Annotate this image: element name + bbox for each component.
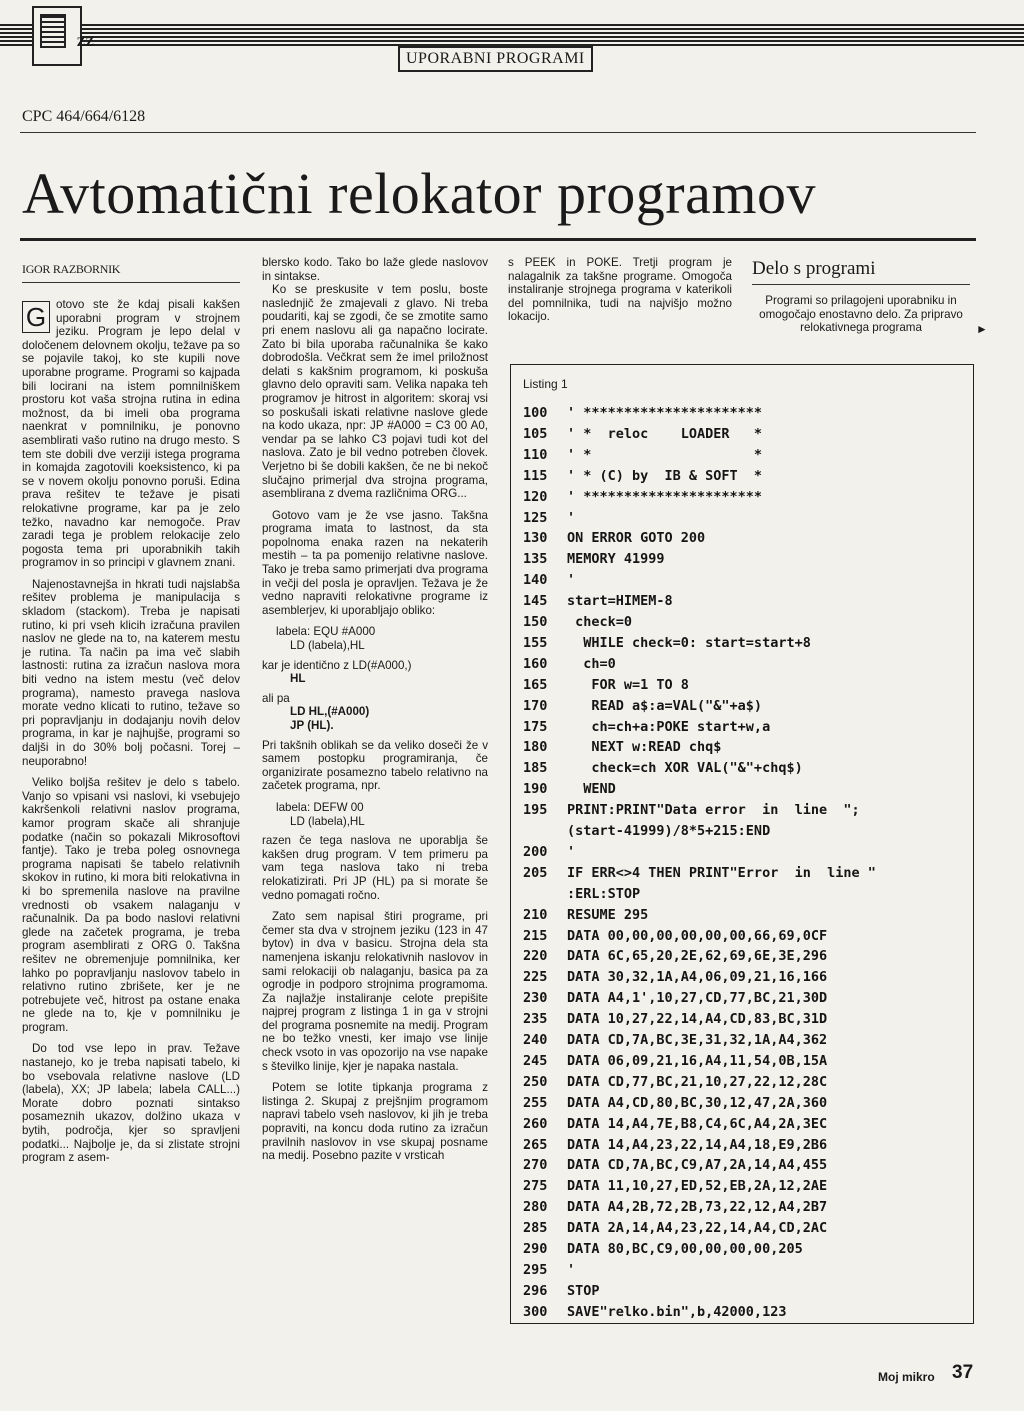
listing-line-number: 170 [523,697,548,714]
listing-line [523,405,762,421]
listing-line-number: 220 [523,948,548,965]
paragraph: s PEEK in POKE. Tretji program je nalagalnik za takšne programe. Omogoča instaliranje strojnega programa v katerikoli del pomnilnika, tudi na najvišjo možno lokacijo. [508,256,732,324]
listing-line-code: ' ********************** [567,405,763,421]
listing-line [523,530,705,546]
title-rule [20,238,976,241]
listing-line-number: 295 [523,1261,548,1278]
listing-line [523,907,648,923]
listing-line [523,426,762,442]
listing-line [523,844,575,860]
listing-line [523,739,721,755]
listing-line-number: 255 [523,1094,548,1111]
listing-line-number: 160 [523,655,548,672]
paragraph: Ko se preskusite v tem poslu, boste naslednjič že zmajevali z glavo. Ni treba poudariti, kaj se zgodi, če se zmotite samo pri enem naslovu ali ga napačno locirate. Zato bi bila uporaba računalnika še kako dobrodošla. Večkrat sem že imel priložnost delati s kakšnim programom, ki poskuša glavno delo opraviti sam. Velika napaka teh programov je hitrost in algoritem: skoraj vsi so poskušali iskati relativne naslove glede na kodo ukaza, npr: JP #A000 = C3 00 A0, vendar pa se lahko C3 pojavi tudi kot del naslova. Zato je bil vedno potreben človek. Verjetno bi še dobili kakšen, če ne bi nekoč slučajno primerjal dva strojna programa, asemblirana z dvema različnima ORG... [262,283,488,501]
column-2 [262,256,488,1171]
sidebar-rule [752,284,970,285]
listing-line-number: 165 [523,676,548,693]
listing-line-number: 245 [523,1052,548,1069]
listing-line [523,1283,600,1299]
listing-line-number: 300 [523,1303,548,1320]
listing-line-code: DATA A4,CD,80,BC,30,12,47,2A,360 [567,1094,828,1111]
listing-line-code: DATA A4,1',10,27,CD,77,BC,21,30D [567,990,828,1007]
listing-line [523,1157,827,1173]
listing-line-code: ' [567,572,576,589]
listing-line-code: WEND [567,781,616,798]
listing-line-code: NEXT w:READ chq$ [567,739,722,756]
listing-line-number: 155 [523,634,548,651]
paragraph: Zato sem napisal štiri programe, pri čemer sta dva v strojnem jeziku (123 in 47 bytov) in dva v basicu. Strojna dela sta namenjena iskanju relokativnih naslovov in sami relokaciji ob nalaganju, basica pa za ogrodje in podporo strojnima programoma. Za najlažje instaliranje celote prepišite najprej program z listinga 1 in ga v strojni del programa posnemite na medij. Program ne bo težko vnesti, ker imajo vse linije check vsoto in vas opozorijo na vse napake s številko linije, kjer je napaka nastala. [262,910,488,1073]
listing-line-number: 185 [523,760,548,777]
column-1 [22,298,240,1173]
listing-line-code: DATA 6C,65,20,2E,62,69,6E,3E,296 [567,948,828,965]
paragraph: blersko kodo. Tako bo laže glede naslovov in sintakse. [262,256,488,283]
listing-line-number: 205 [523,864,548,881]
code-snippet: LD HL,(#A000) JP (HL). [290,705,370,732]
listing-line-number: 145 [523,593,548,610]
listing-line [523,1262,575,1278]
listing-line-number: 280 [523,1199,548,1216]
listing-line [523,489,762,505]
listing-line-code: DATA CD,7A,BC,C9,A7,2A,14,A4,455 [567,1157,828,1174]
listing-line [523,1074,827,1090]
listing-line-code: ON ERROR GOTO 200 [567,530,706,547]
paragraph: Gotovo vam je že vse jasno. Takšna programa imata to lastnost, da sta popolnoma enaka razen na nekaterih mestih – ta pa pomenijo relativne naslove. Tako je treba samo primerjati dva programa in večji del posla je opravljen. Težava je že vedno napraviti relokativne programe iz asemblerjev, ki uporabljajo obliko: [262,508,488,617]
listing-line [523,886,640,902]
listing-line [523,1178,827,1194]
listing-line [523,468,762,484]
listing-line-code: DATA 11,10,27,ED,52,EB,2A,12,2AE [567,1178,828,1195]
listing-line-code: PRINT:PRINT"Data error in line "; [567,802,860,819]
listing-line-code: DATA CD,7A,BC,3E,31,32,1A,A4,362 [567,1032,828,1048]
listing-line-code: WHILE check=0: start=start+8 [567,634,811,651]
author-name: IGOR RAZBORNIK [22,262,121,276]
inline-text: kar je identično z LD(#A000,) [262,658,412,672]
listing-line [523,1199,827,1215]
listing-line-number: 175 [523,718,548,735]
paragraph: razen če tega naslova ne uporablja še kakšen drug program. V tem primeru pa vam tega naslova tako ni treba relokatizirati. Pri JP (HL) pa si morate še vedno pomagati ročno. [262,834,488,902]
listing-line-number: 190 [523,781,548,798]
listing-line-code: RESUME 295 [567,906,649,923]
drop-cap: G [22,301,50,333]
listing-line-number: 100 [523,405,548,421]
listing-line-code: DATA 00,00,00,00,00,00,66,69,0CF [567,927,828,944]
listing-line-code: check=0 [567,614,633,630]
code-snippet: labela: EQU #A000 LD (labela),HL [276,625,376,653]
listing-line-number: 105 [523,425,548,442]
header-stripe [0,24,1024,48]
listing-line-number: 195 [523,802,548,819]
listing-line-code: start=HIMEM-8 [567,593,673,610]
continue-arrow-icon: ► [976,322,988,336]
listing-line [523,572,575,588]
listing-line-number: 125 [523,509,548,526]
article-title: Avtomatični relokator programov [22,161,816,226]
listing-line-code: READ a$:a=VAL("&"+a$) [567,697,763,714]
listing-line [523,990,827,1006]
listing-line-code: ' * (C) by IB & SOFT * [567,467,763,484]
listing-line-number: 115 [523,467,548,484]
listing-line-code: :ERL:STOP [567,885,641,902]
listing-line [523,760,803,776]
listing-line-number: 270 [523,1157,548,1174]
listing-line-code: ' * reloc LOADER * [567,425,763,442]
listing-line [523,614,632,630]
listing-line [523,1304,786,1320]
inline-text: ali pa [262,691,290,705]
listing-line [523,1053,827,1069]
listing-line-number: 135 [523,551,548,568]
listing-line [523,719,770,735]
code-snippet: HL [290,672,306,686]
listing-line [523,1241,803,1257]
listing-line-code: DATA 14,A4,23,22,14,A4,18,E9,2B6 [567,1136,828,1153]
column-3 [508,256,732,332]
listing-line [523,635,811,651]
listing-line-number: 150 [523,614,548,630]
listing-line [523,447,762,463]
intro-paragraph: G otovo ste že kdaj pisali kakšen uporabni program v strojnem jeziku. Program je lepo delal v določenem delovnem okolju, težave pa so se pojavile takoj, ko ste kupili nove uporabne programe. Programi so kajpada bili locirani na istem pomnilniškem prostoru kot vaša strojna rutina in edina možnost, da bi imeli oba programa naenkrat v pomnilniku, je ponovno asemblirati vašo rutino na drugo mesto. S tem ste dobili dve verziji istega programa in komajda zagotovili koeksistenco, ki pa se v novem okolju ponovno poruši. Edina prava rešitev te težave je pisati relokativne programe, kar pa je zelo težko, navadno kar nemogoče. Prav zaradi tega je problem relokacije zelo pogosta tema pri uporabnikih takih programov in so principi v glavnem znani. [22,298,240,570]
listing-line-code: DATA 14,A4,7E,B8,C4,6C,A4,2A,3EC [567,1115,828,1132]
listing-line-code: FOR w=1 TO 8 [567,676,689,693]
listing-line-code: MEMORY 41999 [567,551,665,568]
listing-line-number: 230 [523,990,548,1007]
listing-line [523,781,616,797]
paragraph: Pri takšnih oblikah se da veliko doseči že v samem postopku programiranja, če organizirate posamezno tabelo relativno na začetek programa, npr. [262,738,488,793]
listing-line-code: DATA 06,09,21,16,A4,11,54,0B,15A [567,1052,828,1069]
listing-line [523,1220,827,1236]
listing-line [523,677,689,693]
listing-line [523,1095,827,1111]
listing-line-code: SAVE"relko.bin",b,42000,123 [567,1303,787,1320]
paragraph: Veliko boljša rešitev je delo s tabelo. Vanjo so vpisani vsi naslovi, ki vsebujejo kakršenkoli relativni naslov programa, kamor program skače ali shranjuje podatke (način so pokazali Mikrosoftovi fantje). Tako je treba poleg osnovnega programa napisati še tabelo relativnih skokov in rutino, ki mora biti relokativna in ki bo spremenila naslove na pravilne vrednosti ob vsakem nalaganju v računalnik. Da pa bodo naslovi relativni glede na začetek programa, je treba program asemblirati z ORG 0. Takšna rešitev ne obremenjuje pomnilnika, ker lahko po popravljanju naslovov tabelo in relativno rutino zbrišete, ker je ne potrebujete več, hitrost pa ostane enaka ne glede na to, kje v pomnilniku je program. [22,776,240,1034]
listing-line-code: (start-41999)/8*5+215:END [567,823,771,839]
listing-label: Listing 1 [523,377,568,391]
listing-line [523,1137,827,1153]
machine-label: CPC 464/664/6128 [22,108,146,125]
section-label: UPORABNI PROGRAMI [398,46,593,72]
listing-line-number: 296 [523,1282,548,1299]
listing-line-code: DATA 2A,14,A4,23,22,14,A4,CD,2AC [567,1220,828,1237]
listing-line-code: ' * * [567,446,763,463]
listing-line [523,1032,827,1048]
listing-line-number: 140 [523,572,548,589]
listing-line-code: check=ch XOR VAL("&"+chq$) [567,760,803,777]
listing-line [523,656,616,672]
listing-line-number: 210 [523,906,548,923]
listing-line-code: ' [567,1261,576,1278]
listing-line [523,948,827,964]
listing-line-code: ' ********************** [567,488,763,505]
listing-line [523,865,876,881]
listing-line [523,551,665,567]
listing-line-number: 180 [523,739,548,756]
listing-line-code: ch=0 [567,655,616,672]
paragraph: Do tod vse lepo in prav. Težave nastanejo, ko je treba napisati tabelo, ki bo vsebovala relativne naslove (LD (labela), XX; JP labela; labela CALL...) Morate dobro poznati sintakso posameznih ukazov, dolžino ukaza v bytih, področja, kjer so spravljeni podatki... Najbolje je, da si zlistate strojni program z asem- [22,1042,240,1165]
listing-line-code: DATA 30,32,1A,A4,06,09,21,16,166 [567,969,828,986]
sidebar-title: Delo s programi [752,258,876,279]
paragraph: Najenostavnejša in hkrati tudi najslabša rešitev problema je manipulacija s skladom (stackom). Treba je napisati rutino, ki pri vseh klicih izračuna pravilen naslov ne glede na to, na katerem mestu je rutina. Ta način pa ima več slabih lastnosti: rutina za izračun naslova mora biti vedno na istem mestu (več delov programa), namesto pravega naslova morate vedno klicati to rutino, težave so pri popravljanju in dodajanju novih delov programa, in kar je najhujše, programi so daljši in do 30% bolj počasni. Torej – neuporabno! [22,577,240,768]
listing-line-number: 250 [523,1073,548,1090]
listing-line [523,1011,827,1027]
listing-line-number: 260 [523,1115,548,1132]
sidebar-text: Programi so prilagojeni uporabniku in omogočajo enostavno delo. Za pripravo relokativnega programa [759,294,963,335]
listing-line [523,593,673,609]
listing-line-number: 265 [523,1136,548,1153]
listing-line-code: DATA 10,27,22,14,A4,CD,83,BC,31D [567,1011,828,1028]
header-rule [20,132,976,133]
listing-line-number: 200 [523,843,548,860]
listing-line-code: DATA CD,77,BC,21,10,27,22,12,28C [567,1073,828,1090]
listing-line [523,510,575,526]
listing-line-number: 130 [523,530,548,547]
listing-line-number: 235 [523,1011,548,1028]
listing-line-code: DATA A4,2B,72,2B,73,22,12,A4,2B7 [567,1199,828,1216]
listing-box [510,364,974,1324]
listing-line-code: ' [567,843,576,860]
listing-line-code: DATA 80,BC,C9,00,00,00,00,205 [567,1241,803,1257]
listing-line-code: ' [567,509,576,526]
listing-line-code: IF ERR<>4 THEN PRINT"Error in line " [567,864,876,881]
footer-brand: Moj mikro [878,1370,935,1384]
paragraph: Potem se lotite tipkanja programa z listinga 2. Skupaj z prejšnjim programom napravi tabelo vseh naslovov, ki jih je treba popraviti, na koncu doda rutino za izračun pravilnih naslovov in vse skupaj posname na medij. Posebno pazite v vrsticah [262,1081,488,1163]
listing-line-code: STOP [567,1282,600,1299]
page-number: 37 [952,1362,974,1383]
listing-line [523,969,827,985]
listing-line [523,928,827,944]
section-logo-icon: ZZ [32,6,82,66]
listing-line [523,698,762,714]
listing-line-number: 215 [523,927,548,944]
code-snippet: labela: DEFW 00 LD (labela),HL [276,800,365,828]
listing-line-number: 120 [523,488,548,505]
listing-line-number: 285 [523,1220,548,1237]
listing-line-number: 240 [523,1032,548,1048]
listing-line [523,1116,827,1132]
listing-line-number: 290 [523,1241,548,1257]
listing-line [523,823,770,839]
listing-line [523,802,860,818]
author-rule [22,282,240,283]
listing-line-number: 275 [523,1178,548,1195]
listing-line-number: 225 [523,969,548,986]
listing-line-code: ch=ch+a:POKE start+w,a [567,718,771,735]
listing-line-number: 110 [523,446,548,463]
